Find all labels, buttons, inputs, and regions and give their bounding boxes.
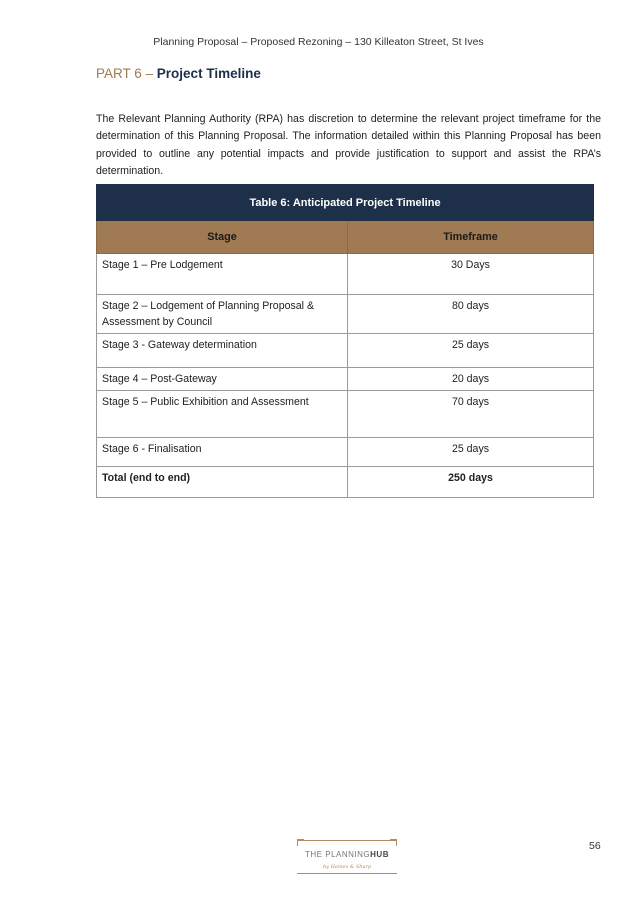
planning-hub-logo (297, 840, 397, 874)
total-timeframe-cell: 250 days (348, 467, 594, 498)
section-part-label: PART 6 (96, 66, 142, 81)
table-total-row (97, 467, 594, 498)
logo-corner-right (390, 839, 397, 846)
table-row (97, 254, 594, 295)
table-row (97, 391, 594, 438)
table-row (97, 368, 594, 391)
column-header-stage: Stage (97, 221, 348, 254)
stage-cell: Stage 2 – Lodgement of Planning Proposal & Assessment by Council (97, 295, 348, 334)
timeframe-cell: 80 days (348, 295, 594, 334)
stage-cell: Stage 1 – Pre Lodgement (97, 254, 348, 295)
page-number: 56 (589, 840, 601, 852)
stage-cell: Stage 3 - Gateway determination (97, 334, 348, 368)
stage-cell: Stage 5 – Public Exhibition and Assessment (97, 391, 348, 438)
column-header-timeframe: Timeframe (348, 221, 594, 254)
logo-wordmark-a: THE PLANNING (305, 850, 371, 859)
running-header: Planning Proposal – Proposed Rezoning – 130 Killeaton Street, St Ives (153, 36, 484, 48)
intro-paragraph: The Relevant Planning Authority (RPA) has discretion to determine the relevant project timeframe for the determination of this Planning Proposal. The information detailed within this Planning Proposal has been provided to outline any potential impacts and provide justification to support and assist the RPA’s determination. (96, 112, 601, 178)
logo-wordmark (297, 850, 397, 859)
timeframe-cell: 20 days (348, 368, 594, 391)
total-stage-cell: Total (end to end) (97, 467, 348, 498)
table-row (97, 438, 594, 467)
stage-cell: Stage 6 - Finalisation (97, 438, 348, 467)
table-row (97, 334, 594, 368)
timeframe-cell: 25 days (348, 334, 594, 368)
timeframe-cell: 25 days (348, 438, 594, 467)
logo-corner-left (297, 839, 304, 846)
timeframe-cell: 70 days (348, 391, 594, 438)
section-title (96, 66, 261, 81)
stage-cell: Stage 4 – Post-Gateway (97, 368, 348, 391)
timeframe-cell: 30 Days (348, 254, 594, 295)
project-timeline-table (96, 184, 594, 498)
section-name: Project Timeline (156, 66, 261, 81)
logo-tagline: by Hames & Sharp (322, 864, 372, 870)
table-caption: Table 6: Anticipated Project Timeline (97, 185, 594, 221)
logo-wordmark-b: HUB (370, 850, 389, 859)
section-separator: – (141, 66, 157, 81)
table-row (97, 295, 594, 334)
